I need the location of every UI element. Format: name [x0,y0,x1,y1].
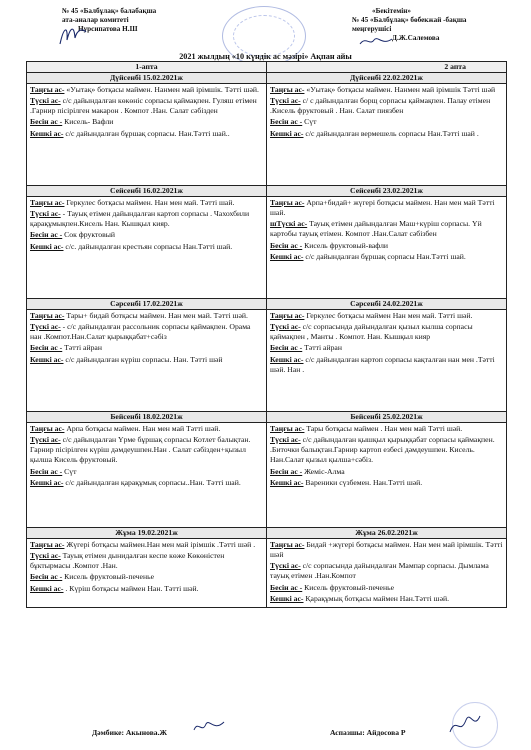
breakfast-label: Таңғы ас- [270,310,305,320]
lunch-label: Түскі ас- [30,208,61,218]
snack-entry [270,241,503,251]
day-cell-left [27,186,267,299]
dinner-text: с/с дайындалған күріш сорпасы. Нан. Тәтті шәй [65,354,223,364]
lunch-label: Түскі ас- [270,561,301,571]
dinner-label: Кешкі ас- [270,477,304,487]
snack-text: Кисель фруктовый-вафли [304,240,389,250]
snack-label: Бесін ас - [30,230,63,240]
breakfast-entry [270,85,503,95]
dinner-label: Кешкі ас- [270,128,304,138]
breakfast-label: Таңғы ас- [270,197,305,207]
breakfast-text: «Уытақ» ботқасы маймен. Нанмен май ірімшік. Тәтті шәй. [66,84,259,94]
lunch-text: Тауық етімен дайындалған Маш+күріш сорпасы. Үй картобы тауық етімен. Компот .Нан.Салат сәбізбен [270,219,482,239]
header-right-line1: «Бекітемін» [372,7,412,15]
day-cell-right [267,528,507,608]
dinner-label: Кешкі ас- [30,354,64,364]
day-heading: Бейсенбі 25.02.2021ж [267,412,506,423]
snack-label: Бесін ас - [270,240,303,250]
snack-label: Бесін ас - [270,343,303,353]
header-right-line2: № 45 «Балбұлақ» бөбекжай -бақша [352,16,467,24]
menu-title: 2021 жылдың «10 күндік ас мәзірі» Ақпан айы [179,52,352,61]
lunch-text: с/ с дайындалған борщ сорпасы қаймақпен. Палау етімен .Кисель фруктовый . Нан. Салат пиязбен [270,95,491,116]
lunch-text: с/с дайындалған Үрме бұршақ сорпасы Котлет балықтан. Гарнир пісірілген күріш дәмдеушпен.Нан . Салат сәбізден+қызыл қылша Кисель фруктовый. [30,434,251,465]
dinner-label: Кешкі ас- [30,477,64,487]
dinner-text: Вареники сүзбемен. Нан.Тәтті шәй. [305,477,423,487]
lunch-entry [30,96,263,116]
lunch-text: Тауық етімен дынидалған кеспе көже Көкөністен бұктырмасы .Компот .Нан. [30,550,225,571]
lunch-text: с/с сорпасында дайындалған Мампар сорпасы. Дымлама тауық етімен .Нан.Компот [270,561,489,581]
lunch-entry [30,435,263,466]
lunch-text: с/с дайындалған көкөніс сорпасы қаймақпен. Гуляш етімен .Гарнир пісірілген макарон . Компот .Нан. Салат сәбізден [30,95,257,116]
day-heading: Жұма 19.02.2021ж [27,528,266,539]
snack-entry [270,343,503,353]
signature-dietitian-icon [192,716,226,736]
day-heading: Сәрсенбі 17.02.2021ж [27,299,266,310]
day-cell-right [267,412,507,528]
dinner-text: с/с дайындалған бұршақ сорпасы. Нан.Тәтті шай.. [65,128,230,138]
lunch-entry [30,551,263,571]
day-cell-right [267,186,507,299]
breakfast-text: Арпа+бидай+ жүгері ботқасы маймен. Нан мен май Тәтті шай. [270,197,495,217]
snack-label: Бесін ас - [270,117,303,127]
lunch-label: шТүскі ас- [270,219,308,229]
day-heading: Бейсенбі 18.02.2021ж [27,412,266,423]
dinner-text: с/с дайындалған вермешель сорпасы Нан.Тәтті шай . [305,128,479,138]
snack-entry [270,583,503,593]
lunch-label: Түскі ас- [270,95,301,105]
breakfast-entry [30,540,263,550]
snack-entry [30,343,263,353]
dinner-text: . Күріш ботқасы маймен Нан. Тәтті шәй. [65,583,199,593]
snack-entry [30,467,263,477]
menu-row [27,73,507,186]
dinner-label: Кешкі ас- [270,593,304,603]
breakfast-label: Таңғы ас- [270,539,305,549]
dinner-entry [270,252,503,262]
snack-text: Сүт [64,466,77,476]
breakfast-entry [30,198,263,208]
day-heading: Сейсенбі 23.02.2021ж [267,186,506,197]
breakfast-entry [270,424,503,434]
day-heading: Сәрсенбі 24.02.2021ж [267,299,506,310]
breakfast-text: Арпа ботқасы маймен. Нан мен май Тәтті шәй. [66,423,221,433]
header-right-line4: Д.Ж.Салемова [392,34,440,42]
breakfast-entry [270,198,503,218]
breakfast-entry [270,540,503,560]
breakfast-label: Таңғы ас- [30,84,65,94]
header-right-line3: меңгерушісі [352,25,392,33]
dinner-text: с/с. дайындалған крестьян сорпасы Нан.Тәтті шай. [65,241,233,251]
snack-text: Сүт [304,117,317,127]
menu-table [26,61,507,608]
signature-left-icon [58,22,88,48]
day-cell-left [27,299,267,412]
snack-label: Бесін ас - [30,572,63,582]
lunch-label: Түскі ас- [270,321,301,331]
footer-cook: Аспазшы: Айдосова Р [330,728,406,737]
lunch-label: Түскі ас- [30,95,61,105]
lunch-label: Түскі ас- [270,434,301,444]
breakfast-text: Геркулес ботқасы маймен. Нан мен май. Тәтті шай. [66,197,235,207]
day-cell-right [267,73,507,186]
snack-entry [30,230,263,240]
snack-label: Бесін ас - [30,466,63,476]
breakfast-text: Геркулес ботқасы маймен Нан мен май. Тәтті шәй. [306,310,473,320]
menu-row [27,528,507,608]
lunch-entry [270,322,503,342]
footer-dietitian: Дәмбике: Акынова.Ж [92,728,167,737]
dinner-text: с/с дайындалған қарақұмық сорпасы..Нан. Тәтті шай. [65,477,241,487]
breakfast-entry [270,311,503,321]
breakfast-label: Таңғы ас- [270,84,305,94]
dinner-label: Кешкі ас- [30,128,64,138]
dinner-entry [270,355,503,375]
dinner-label: Кешкі ас- [30,241,64,251]
breakfast-entry [30,424,263,434]
day-cell-left [27,73,267,186]
day-heading: Сейсенбі 16.02.2021ж [27,186,266,197]
snack-entry [270,467,503,477]
dinner-text: с/с дайындалған бұршақ сорпасы Нан.Тәтті шай. [305,251,466,261]
dinner-entry [30,478,263,488]
snack-label: Бесін ас - [270,466,303,476]
dinner-text: Қарақұмық ботқасы маймен Нан.Тәтті шәй. [305,593,450,603]
breakfast-text: Тары ботқасы маймен . Нан мен май Тәтті шәй. [306,423,463,433]
lunch-entry [270,561,503,581]
dinner-entry [30,355,263,365]
dinner-entry [270,129,503,139]
menu-row [27,412,507,528]
week-header-row [27,62,507,73]
lunch-label: Түскі ас- [30,321,61,331]
dinner-entry [270,478,503,488]
snack-entry [30,117,263,127]
breakfast-label: Таңғы ас- [30,310,65,320]
header-left-line3: Нурсипатова Н.Ш [78,25,138,33]
snack-label: Бесін ас - [270,582,303,592]
breakfast-label: Таңғы ас- [30,197,65,207]
snack-text: Тәтті айран [304,343,342,353]
snack-text: Сок фруктовый [64,230,115,240]
breakfast-label: Таңғы ас- [30,423,65,433]
week-1-header: 1-апта [27,62,267,73]
lunch-entry [30,209,263,229]
lunch-entry [30,322,263,342]
breakfast-text: Бидай +жүгері ботқасы маймен. Нан мен май ірімшік. Тәтті шәй [270,539,503,559]
day-heading: Дүйсенбі 22.02.2021ж [267,73,506,84]
day-heading: Жұма 26.02.2021ж [267,528,506,539]
breakfast-text: Жүгері ботқасы маймен.Нан мен май ірімшік .Тәтті шәй . [66,539,256,549]
header-left-line1: № 45 «Балбұлақ» балабақша [62,7,157,15]
snack-text: Кисель- Вафли [64,117,114,127]
menu-row [27,299,507,412]
week-2-header: 2 апта [267,62,507,73]
snack-text: Кисель фруктовый-печенье [64,572,154,582]
signature-right-icon [358,34,394,48]
lunch-entry [270,96,503,116]
day-cell-left [27,528,267,608]
dinner-entry [270,594,503,604]
dinner-text: с/с дайындалған картоп сорпасы кақталған нан мен .Тәтті шәй. Нан . [270,354,495,374]
day-heading: Дүйсенбі 15.02.2021ж [27,73,266,84]
snack-entry [30,572,263,582]
dinner-entry [30,242,263,252]
lunch-text: с/с дайындалған қышқыл қырыққабат сорпасы қаймақпен. .Биточки балықтан.Гарнир картоп езбесі дәмдеушпен. Кисель. Нан.Салат қызыл қылша+сәбіз. [270,434,495,465]
dinner-label: Кешкі ас- [30,583,64,593]
snack-text: Кисель фруктовый-печенье [304,582,394,592]
dinner-entry [30,129,263,139]
snack-entry [270,117,503,127]
dinner-label: Кешкі ас- [270,251,304,261]
breakfast-entry [30,85,263,95]
signature-cook-icon [446,706,482,742]
breakfast-text: Тары+ бидай ботқасы маймен. Нан мен май. Тәтті шәй. [66,310,248,320]
lunch-label: Түскі ас- [30,550,61,560]
breakfast-label: Таңғы ас- [270,423,305,433]
day-cell-left [27,412,267,528]
lunch-entry [270,219,503,239]
lunch-text: с/с сорпасында дайындалған қызыл кылша сорпасы қаймақпен , Манты . Компот. Нан. Кышқыл кияр [270,321,473,342]
dinner-label: Кешкі ас- [270,354,304,364]
lunch-label: Түскі ас- [30,434,61,444]
breakfast-text: «Уытақ» ботқасы маймен. Нанмен май ірімшік Тәтті шәй [306,84,496,94]
menu-row [27,186,507,299]
dinner-entry [30,584,263,594]
lunch-text: - с/с дайындалған рассольник сорпасы қаймақпен. Орама нан .Компот.Нан.Салат қырыққабат+сәбіз [30,321,251,342]
lunch-entry [270,435,503,466]
breakfast-label: Таңғы ас- [30,539,65,549]
snack-label: Бесін ас - [30,117,63,127]
breakfast-entry [30,311,263,321]
snack-text: Тәтті айран [64,343,102,353]
lunch-text: - Тауық етімен дайындалған картоп сорпасы . Чахохбили қарақұмықпен.Кисель Нан. Кышқыл кияр. [30,208,250,229]
day-cell-right [267,299,507,412]
snack-text: Жеміс-Алма [304,466,345,476]
snack-label: Бесін ас - [30,343,63,353]
header-left-line2: ата-аналар комитеті [62,16,129,24]
